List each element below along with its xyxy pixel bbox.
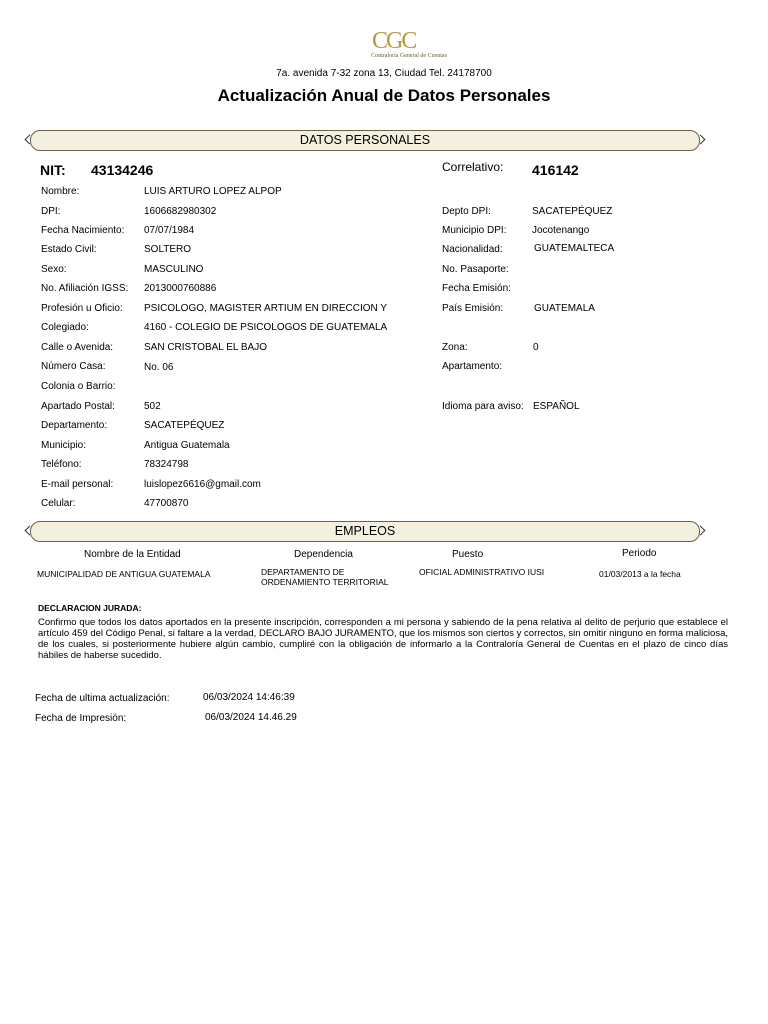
fecha-impresion-label: Fecha de Impresión: — [35, 713, 127, 724]
field-label: Sexo: — [41, 264, 67, 275]
field-label: Fecha Nacimiento: — [41, 225, 125, 236]
empleo-dependencia-line1: DEPARTAMENTO DE — [261, 567, 345, 577]
cgc-logo — [364, 26, 454, 66]
field-label: Celular: — [41, 498, 76, 509]
field-label: Apartado Postal: — [41, 401, 115, 412]
field-value-numero-casa: No. 06 — [144, 362, 174, 373]
field-value-profesion: PSICOLOGO, MAGISTER ARTIUM EN DIRECCION Y — [144, 303, 388, 314]
empleo-periodo: 01/03/2013 a la fecha — [599, 569, 681, 579]
field-label: Colegiado: — [41, 322, 89, 333]
field-label: Apartamento: — [442, 361, 503, 372]
field-label: País Emisión: — [442, 303, 504, 314]
empleo-dependencia-line2: ORDENAMIENTO TERRITORIAL — [261, 577, 389, 587]
declaracion-title: DECLARACION JURADA: — [38, 603, 142, 613]
header-address: 7a. avenida 7-32 zona 13, Ciudad Tel. 24178700 — [276, 68, 492, 79]
field-value-igss: 2013000760886 — [144, 283, 217, 294]
nit-label: NIT: — [40, 162, 66, 178]
field-value-nombre: LUIS ARTURO LOPEZ ALPOP — [144, 186, 282, 197]
correlativo-label: Correlativo: — [442, 160, 504, 174]
field-value-pais-emision: GUATEMALA — [534, 303, 595, 314]
field-label: No. Pasaporte: — [442, 264, 509, 275]
fecha-impresion-value: 06/03/2024 14.46.29 — [205, 712, 297, 723]
section-empleos: EMPLEOS — [30, 521, 700, 542]
field-label: Profesión u Oficio: — [41, 303, 123, 314]
field-value-colegiado: 4160 - COLEGIO DE PSICOLOGOS DE GUATEMALA — [144, 322, 388, 333]
field-value-fecha-nacimiento: 07/07/1984 — [144, 225, 195, 236]
field-label: Municipio DPI: — [442, 225, 507, 236]
field-value-calle: SAN CRISTOBAL EL BAJO — [144, 342, 268, 353]
field-label: DPI: — [41, 206, 61, 217]
field-label: Calle o Avenida: — [41, 342, 114, 353]
field-label: Colonia o Barrio: — [41, 381, 116, 392]
field-value-zona: 0 — [533, 342, 539, 353]
field-value-celular: 47700870 — [144, 498, 189, 509]
page-title: Actualización Anual de Datos Personales — [217, 86, 551, 105]
field-label: Departamento: — [41, 420, 108, 431]
field-value-estado-civil: SOLTERO — [144, 244, 192, 255]
field-value-apartado-postal: 502 — [144, 401, 161, 412]
logo-mark: CGC — [372, 28, 416, 54]
field-value-email: luislopez6616@gmail.com — [144, 479, 261, 490]
empleos-header-dependencia: Dependencia — [294, 549, 353, 560]
field-label: Teléfono: — [41, 459, 82, 470]
empleo-puesto: OFICIAL ADMINISTRATIVO IUSI — [419, 567, 545, 577]
field-label: Fecha Emisión: — [442, 283, 511, 294]
field-label: No. Afiliación IGSS: — [41, 283, 129, 294]
field-value-dpi: 1606682980302 — [144, 206, 217, 217]
field-label: Número Casa: — [41, 361, 106, 372]
field-label: Municipio: — [41, 440, 87, 451]
logo-subtitle: Contraloría General de Cuentas — [371, 53, 447, 59]
field-value-departamento: SACATEPÉQUEZ — [144, 420, 225, 431]
field-value-nacionalidad: GUATEMALTECA — [534, 243, 615, 254]
ultima-actualizacion-label: Fecha de ultima actualización: — [35, 693, 170, 704]
correlativo-value: 416142 — [532, 162, 579, 178]
field-label: Zona: — [442, 342, 468, 353]
field-value-idioma: ESPAÑOL — [533, 401, 580, 412]
empleos-header-periodo: Periodo — [622, 548, 657, 559]
field-label: E-mail personal: — [41, 479, 114, 490]
field-label: Nacionalidad: — [442, 244, 503, 255]
field-value-municipio-dpi: Jocotenango — [532, 225, 590, 236]
field-value-depto-dpi: SACATEPÉQUEZ — [532, 206, 613, 217]
field-value-telefono: 78324798 — [144, 459, 189, 470]
field-value-municipio: Antigua Guatemala — [144, 440, 230, 451]
field-value-sexo: MASCULINO — [144, 264, 204, 275]
field-label: Nombre: — [41, 186, 80, 197]
ultima-actualizacion-value: 06/03/2024 14:46:39 — [203, 692, 295, 703]
declaracion-text: Confirmo que todos los datos aportados en la presente inscripción, corresponden a mi persona y sabiendo de la pena relativa al delito de perjurio que establece el artículo 459 del Código Penal, si faltare a la verdad, DECLARO BAJO JURAMENTO, que los mismos son ciertos y correctos, sin omitir ninguno en forma maliciosa, de los cuales, si posteriormente hubiere algún cambio, cumpliré con la obligación de informarlo a la Contraloría General de Cuentas en el plazo de cinco días hábiles de haberse sucedido. — [38, 617, 728, 661]
empleo-entidad: MUNICIPALIDAD DE ANTIGUA GUATEMALA — [37, 569, 211, 579]
nit-value: 43134246 — [91, 162, 154, 178]
section-datos-personales: DATOS PERSONALES — [30, 130, 700, 151]
field-label: Depto DPI: — [442, 206, 491, 217]
field-label: Idioma para aviso: — [442, 401, 524, 412]
empleos-header-entidad: Nombre de la Entidad — [84, 549, 181, 560]
field-label: Estado Civil: — [41, 244, 97, 255]
empleos-header-puesto: Puesto — [452, 549, 484, 560]
